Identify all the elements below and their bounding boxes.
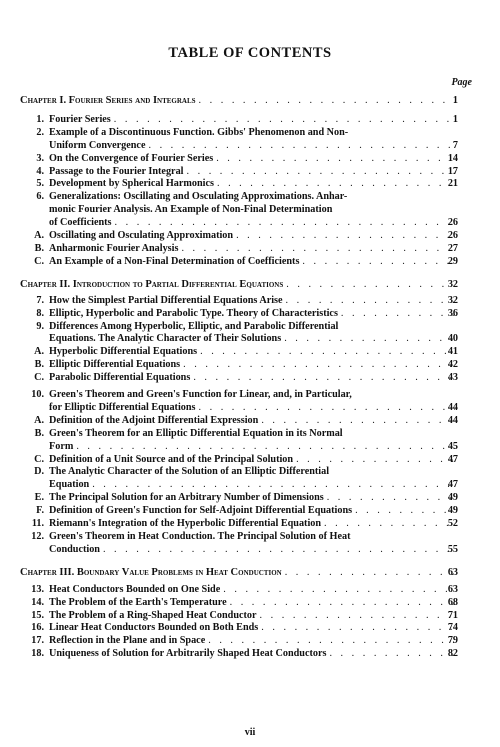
toc-entry: 17. Reflection in the Plane and in Space . . . 79 bbox=[20, 635, 458, 648]
toc-list bbox=[20, 95, 458, 661]
toc-entry: E. The Principal Solution for an Arbitrary Number of Dimensions . . . 49 bbox=[20, 492, 458, 505]
toc-entry: 8. Elliptic, Hyperbolic and Parabolic Type. Theory of Characteristics . . . 36 bbox=[20, 308, 458, 321]
toc-entry: 6. Generalizations: Oscillating and Osculating Approximations. Anhar- monic Fourier Analysis. An Example of Non-Final Determination of Coefficients . . . 26 bbox=[20, 191, 458, 230]
toc-entry: 4. Passage to the Fourier Integral . . . 17 bbox=[20, 166, 458, 179]
toc-entry: 14. The Problem of the Earth's Temperature . . . 68 bbox=[20, 597, 458, 610]
toc-entry: C. Definition of a Unit Source and of the Principal Solution . . . 47 bbox=[20, 454, 458, 467]
toc-entry: D. The Analytic Character of the Solution of an Elliptic Differential Equation . . . 47 bbox=[20, 466, 458, 492]
toc-entry: F. Definition of Green's Function for Self-Adjoint Differential Equations . . . 49 bbox=[20, 505, 458, 518]
page-column-header: Page bbox=[451, 77, 472, 88]
toc-entry: 10. Green's Theorem and Green's Function for Linear, and, in Particular, for Elliptic Differential Equations . . . 44 bbox=[20, 389, 458, 415]
page-number: 1 bbox=[452, 95, 458, 106]
toc-entry: 2. Example of a Discontinuous Function. Gibbs' Phenomenon and Non- Uniform Convergence . . . 7 bbox=[20, 127, 458, 153]
toc-entry: 5. Development by Spherical Harmonics . . . 21 bbox=[20, 178, 458, 191]
toc-chapter-3: Chapter III. Boundary Value Problems in Heat Conduction . . . 63 bbox=[20, 567, 458, 580]
toc-chapter-2: Chapter II. Introduction to Partial Differential Equations . . . 32 bbox=[20, 279, 458, 292]
toc-entry: C. Parabolic Differential Equations . . . 43 bbox=[20, 372, 458, 385]
toc-entry: B. Anharmonic Fourier Analysis . . . 27 bbox=[20, 243, 458, 256]
toc-entry: 3. On the Convergence of Fourier Series . . . 14 bbox=[20, 153, 458, 166]
toc-entry: B. Elliptic Differential Equations . . . 42 bbox=[20, 359, 458, 372]
toc-entry: 12. Green's Theorem in Heat Conduction. The Principal Solution of Heat Conduction . . . 55 bbox=[20, 531, 458, 557]
toc-entry: A. Oscillating and Osculating Approximation . . . 26 bbox=[20, 230, 458, 243]
toc-entry: 11. Riemann's Integration of the Hyperbolic Differential Equation . . . 52 bbox=[20, 518, 458, 531]
toc-entry: 13. Heat Conductors Bounded on One Side . . . 63 bbox=[20, 584, 458, 597]
toc-entry: 18. Uniqueness of Solution for Arbitrarily Shaped Heat Conductors . . . 82 bbox=[20, 648, 458, 661]
toc-entry: 9. Differences Among Hyperbolic, Elliptic, and Parabolic Differential Equations. The Analytic Character of Their Solutions . . . 40 bbox=[20, 321, 458, 347]
toc-entry: 1. Fourier Series . . . 1 bbox=[20, 114, 458, 127]
toc-entry: 16. Linear Heat Conductors Bounded on Both Ends . . . 74 bbox=[20, 622, 458, 635]
toc-entry: B. Green's Theorem for an Elliptic Differential Equation in its Normal Form . . . 45 bbox=[20, 428, 458, 454]
toc-entry: C. An Example of a Non-Final Determination of Coefficients . . . 29 bbox=[20, 256, 458, 269]
page-footer-number: vii bbox=[244, 727, 256, 738]
toc-entry: A. Hyperbolic Differential Equations . . . 41 bbox=[20, 346, 458, 359]
toc-entry: 15. The Problem of a Ring-Shaped Heat Conductor . . . 71 bbox=[20, 610, 458, 623]
toc-chapter-1: Chapter I. Fourier Series and Integrals . . . 1 bbox=[20, 95, 458, 108]
toc-entry: A. Definition of the Adjoint Differential Expression . . . 44 bbox=[20, 415, 458, 428]
toc-entry: 7. How the Simplest Partial Differential Equations Arise . . . 32 bbox=[20, 295, 458, 308]
page-title: TABLE OF CONTENTS bbox=[168, 45, 332, 61]
